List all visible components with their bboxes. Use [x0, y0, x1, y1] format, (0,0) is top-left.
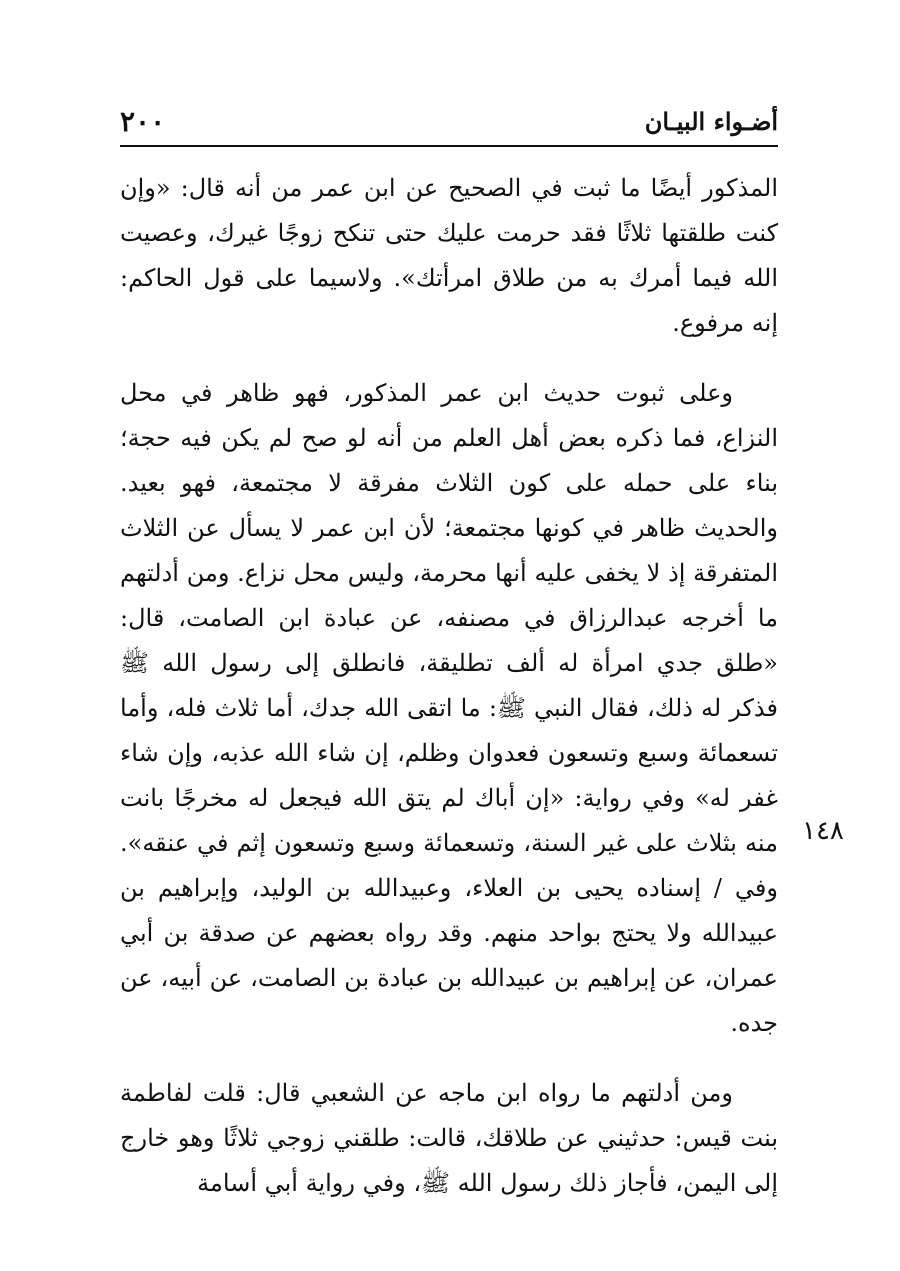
- paragraph: المذكور أيضًا ما ثبت في الصحيح عن ابن عمر من أنه قال: «وإن كنت طلقتها ثلاثًا فقد حرمت عليك حتى تنكح زوجًا غيرك، وعصيت الله فيما أمرك به من طلاق امرأتك». ولاسيما على قول الحاكم: إنه مرفوع.: [120, 174, 779, 337]
- body-text: [120, 166, 778, 1206]
- paragraph: ومن أدلتهم ما رواه ابن ماجه عن الشعبي قال: قلت لفاطمة بنت قيس: حدثيني عن طلاقك، قالت: طلقني زوجي ثلاثًا وهو خارج إلى اليمن، فأجاز ذلك رسول الله ﷺ، وفي رواية أبي أسامة: [120, 1079, 778, 1197]
- book-title: أضـواء البيـان: [644, 107, 778, 136]
- page-header: [120, 105, 778, 147]
- page-number: ٢٠٠: [120, 105, 166, 138]
- original-page-marker: ١٤٨: [802, 816, 844, 846]
- paragraph: وعلى ثبوت حديث ابن عمر المذكور، فهو ظاهر في محل النزاع، فما ذكره بعض أهل العلم من أنه لو صح لم يكن فيه حجة؛ بناء على حمله على كون الثلاث مفرقة لا مجتمعة، فهو بعيد. والحديث ظاهر في كونها مجتمعة؛ لأن ابن عمر لا يسأل عن الثلاث المتفرقة إذ لا يخفى عليه أنها محرمة، وليس محل نزاع. ومن أدلتهم ما أخرجه عبدالرزاق في مصنفه، عن عبادة ابن الصامت، قال: «طلق جدي امرأة له ألف تطليقة، فانطلق إلى رسول الله ﷺ فذكر له ذلك، فقال النبي ﷺ: ما اتقى الله جدك، أما ثلاث فله، وأما تسعمائة وسبع وتسعون فعدوان وظلم، إن شاء الله عذبه، وإن شاء غفر له» وفي رواية: «إن أباك لم يتق الله فيجعل له مخرجًا بانت منه بثلاث على غير السنة، وتسعمائة وسبع وتسعون إثم في عنقه». وفي / إسناده يحيى بن العلاء، وعبيدالله بن الوليد، وإبراهيم بن عبيدالله ولا يحتج بواحد منهم. وقد رواه بعضهم عن صدقة بن أبي عمران، عن إبراهيم بن عبيدالله بن عبادة بن الصامت، عن أبيه، عن جده.: [120, 379, 778, 1037]
